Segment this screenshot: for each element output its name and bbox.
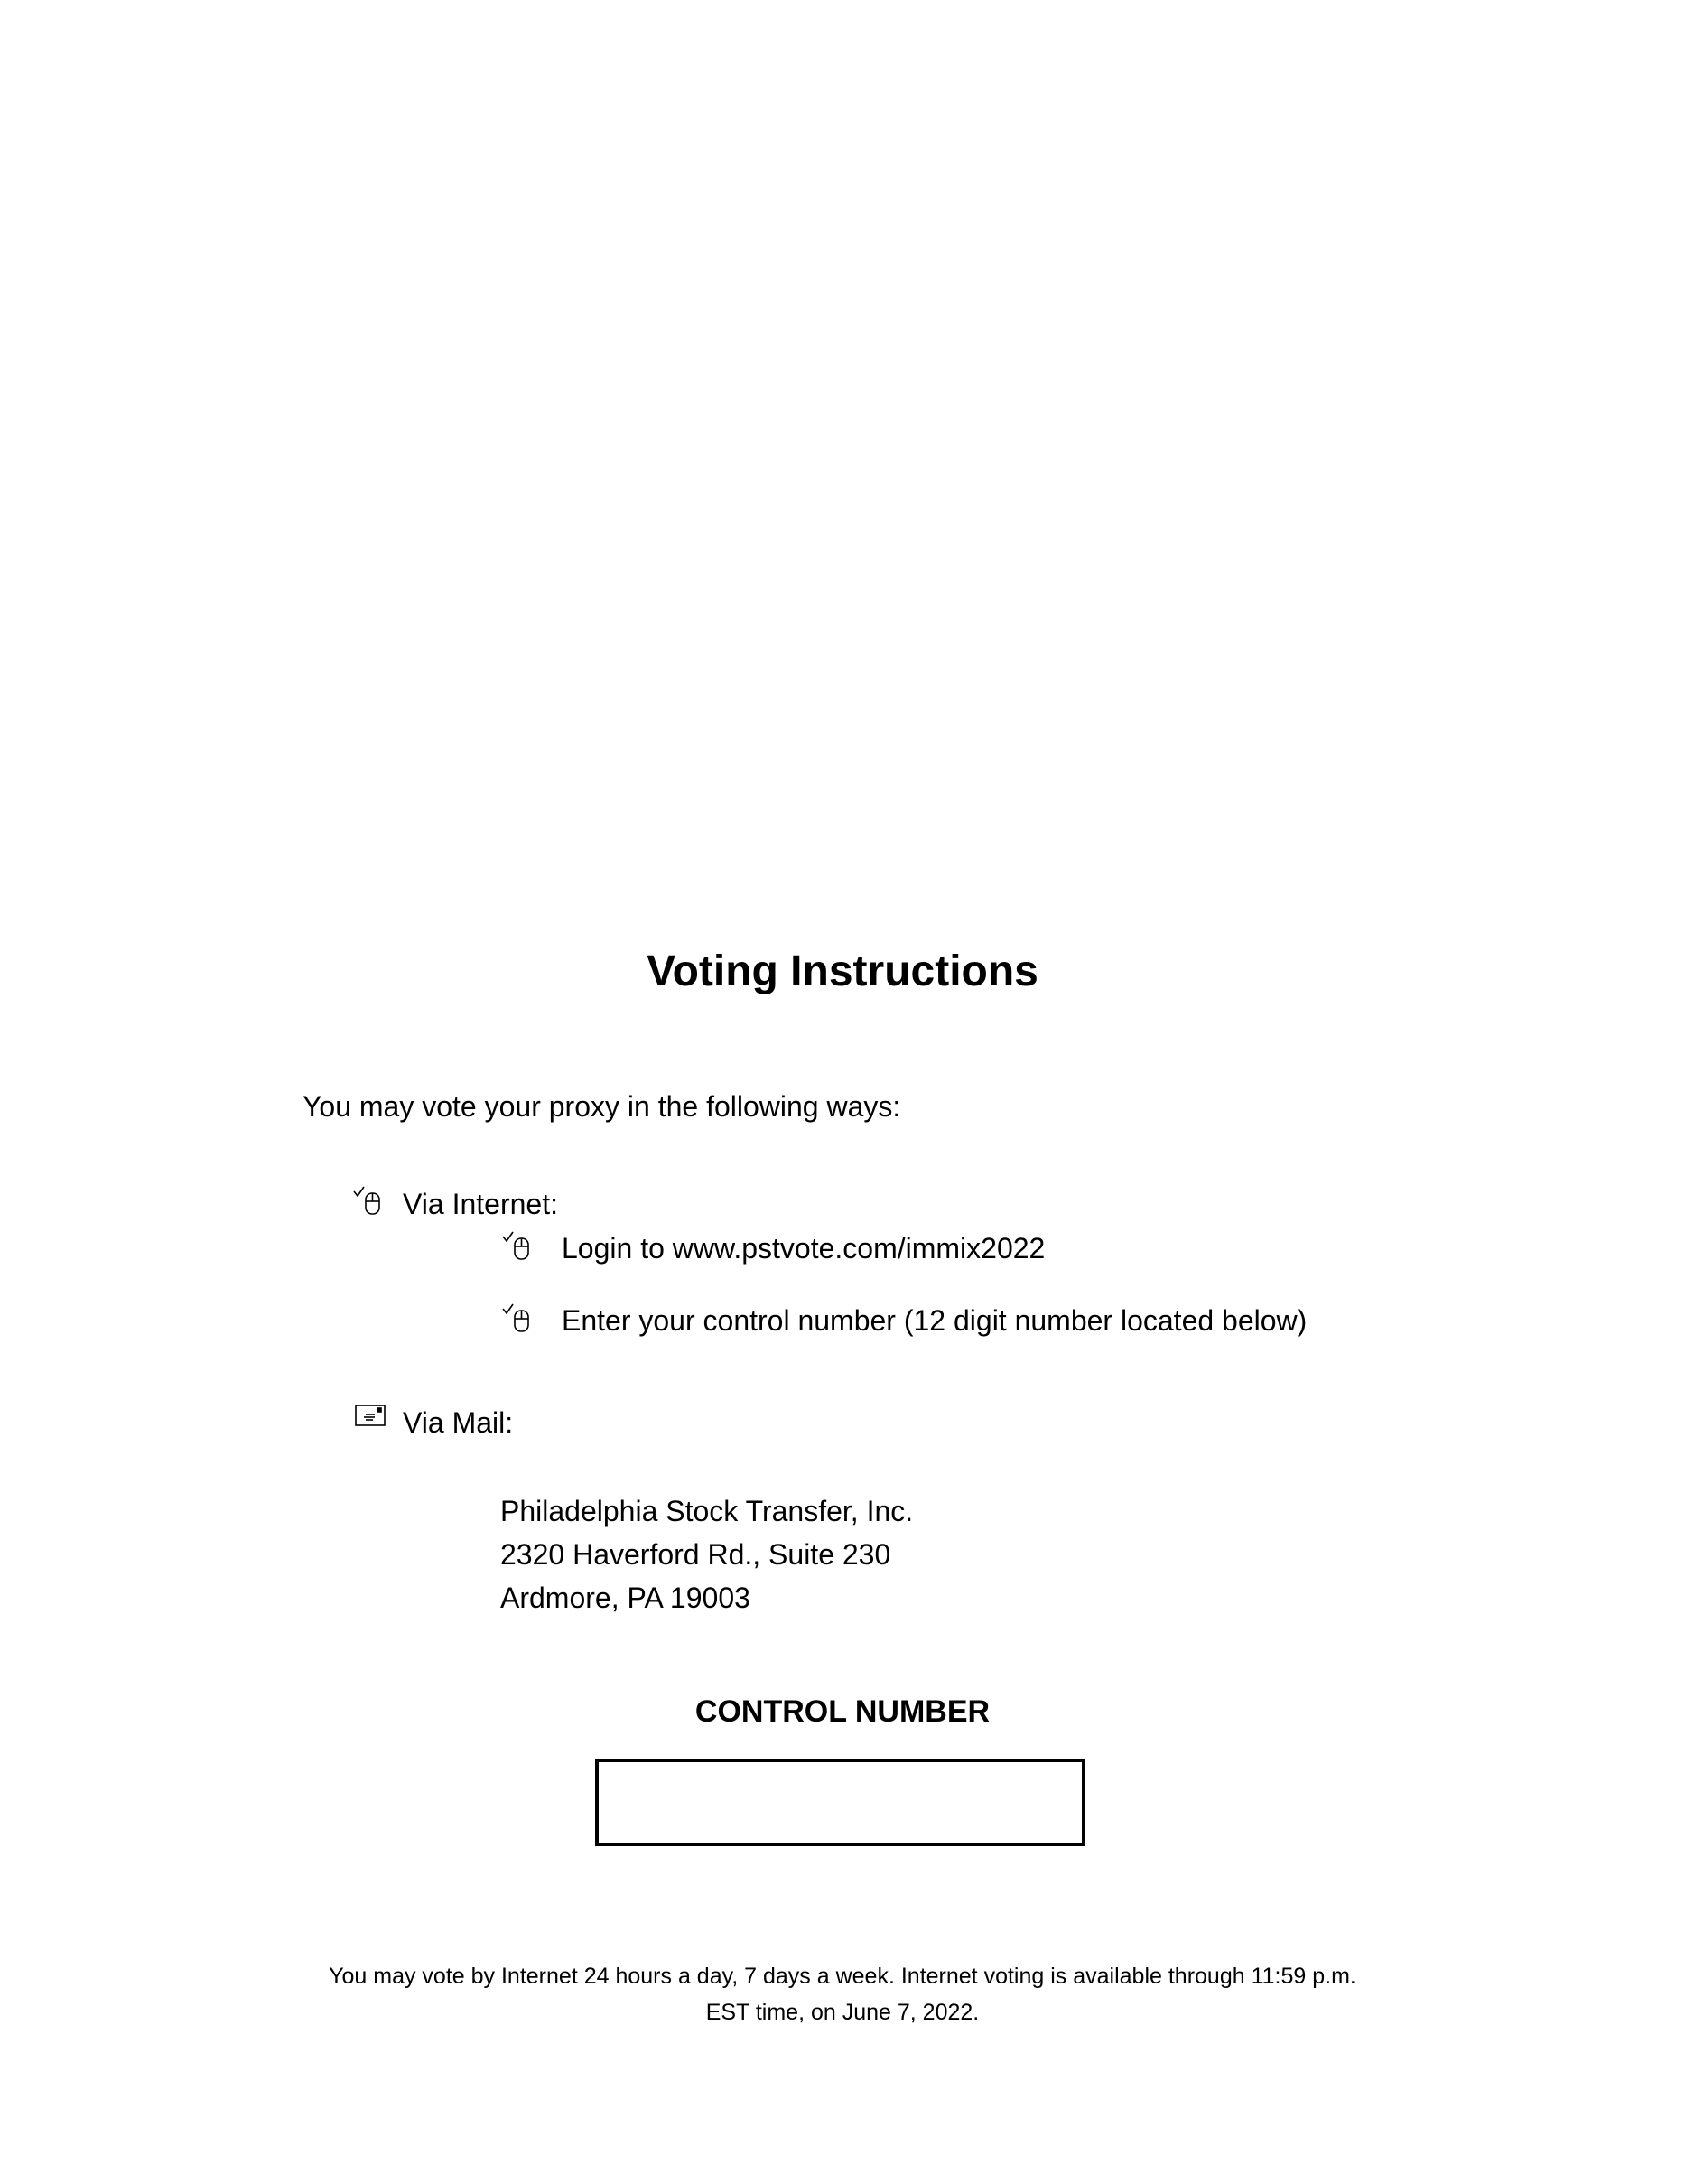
control-number-label: CONTROL NUMBER (694, 1694, 991, 1729)
computer-mouse-icon (501, 1302, 532, 1334)
address-line: 2320 Haverford Rd., Suite 230 (500, 1538, 891, 1571)
footnote-line: You may vote by Internet 24 hours a day, 7 days a week. Internet voting is available through 11:59 p.m. (329, 1964, 1356, 1989)
via-mail-label: Via Mail: (403, 1406, 514, 1439)
address-line: Philadelphia Stock Transfer, Inc. (500, 1495, 914, 1527)
control-number-box (595, 1759, 1085, 1846)
computer-mouse-icon (352, 1184, 383, 1217)
envelope-icon (355, 1404, 386, 1427)
control-number-step-text: Enter your control number (12 digit number located below) (562, 1304, 1308, 1337)
intro-text: You may vote your proxy in the following ways: (303, 1090, 901, 1123)
login-step-text: Login to www.pstvote.com/immix2022 (562, 1232, 1046, 1265)
page-title: Voting Instructions (647, 947, 1038, 995)
footnote-line: EST time, on June 7, 2022. (705, 2000, 980, 2025)
via-internet-label: Via Internet: (403, 1188, 558, 1220)
computer-mouse-icon (501, 1229, 532, 1262)
address-line: Ardmore, PA 19003 (500, 1582, 750, 1614)
